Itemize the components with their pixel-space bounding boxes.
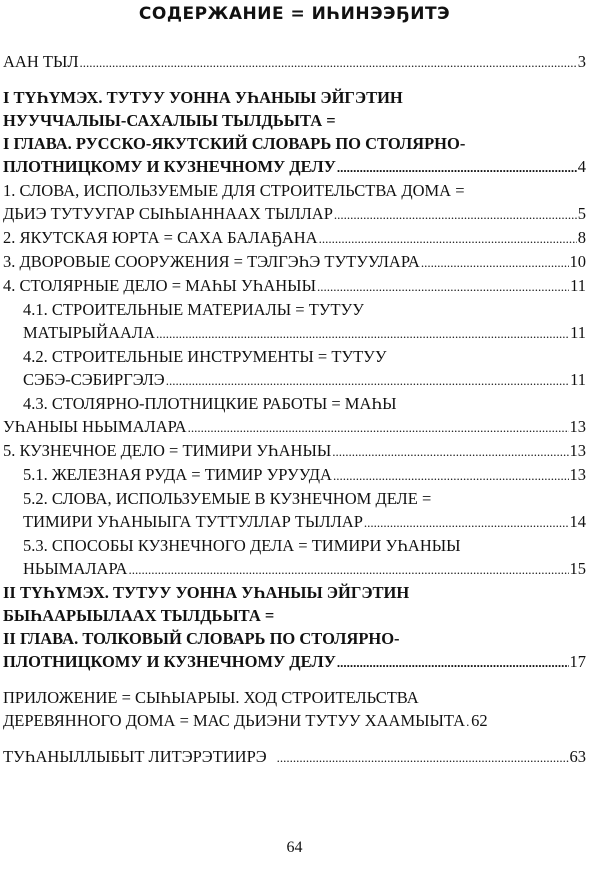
- toc-entry-text: СЭБЭ-СЭБИРГЭЛЭ: [23, 370, 165, 389]
- toc-page-number: 10: [569, 252, 586, 271]
- toc-subentry[interactable]: [3, 487, 586, 510]
- toc-page-number: 5: [577, 204, 586, 223]
- toc-subentry[interactable]: [3, 345, 586, 368]
- toc-part-heading: [3, 132, 586, 155]
- toc-part-heading: [3, 86, 586, 109]
- toc-entry-text: ДЕРЕВЯННОГО ДОМА = МАС ДЬИЭНИ ТУТУУ ХААМЫЫТА: [3, 711, 466, 730]
- toc-page-number: 63: [569, 747, 586, 766]
- toc-page-number: 62: [471, 711, 488, 730]
- dot-leader: [156, 321, 569, 345]
- toc-entry[interactable]: [3, 202, 586, 226]
- dot-leader: [166, 368, 569, 392]
- toc-entry[interactable]: [3, 745, 586, 769]
- dot-leader: [337, 650, 569, 674]
- dot-leader: [319, 226, 577, 250]
- dot-leader: [128, 557, 568, 581]
- dot-leader: [277, 745, 569, 769]
- toc-entry-text: ПЛОТНИЦКОМУ И КУЗНЕЧНОМУ ДЕЛУ: [3, 157, 336, 176]
- toc-entry-text: 1. СЛОВА, ИСПОЛЬЗУЕМЫЕ ДЛЯ СТРОИТЕЛЬСТВА ДОМА =: [3, 181, 465, 200]
- toc-entry-text: ПРИЛОЖЕНИЕ = СЫҺЫАРЫЫ. ХОД СТРОИТЕЛЬСТВА: [3, 688, 419, 707]
- toc-page-number: 11: [570, 276, 586, 295]
- toc-entry-text: 5.3. СПОСОБЫ КУЗНЕЧНОГО ДЕЛА = ТИМИРИ УҺАНЫЫ: [23, 536, 461, 555]
- toc-entry[interactable]: [3, 179, 586, 202]
- toc-page-number: 15: [569, 559, 586, 578]
- toc-part-heading: [3, 581, 586, 604]
- toc-part-heading: [3, 627, 586, 650]
- toc-entry-text: МАТЫРЫЙААЛА: [23, 323, 156, 342]
- toc-entry-text: ТИМИРИ УҺАНЫЫГА ТУТТУЛЛАР ТЫЛЛАР: [23, 512, 363, 531]
- dot-leader: [364, 510, 569, 534]
- page-number: 64: [286, 839, 303, 856]
- dot-leader: [332, 439, 568, 463]
- dot-leader: [80, 50, 577, 74]
- toc-entry-text: I ТҮҺҮМЭХ. ТУТУУ УОННА УҺАНЫЫ ЭЙГЭТИН: [3, 88, 403, 107]
- toc-entry-text: 5. КУЗНЕЧНОЕ ДЕЛО = ТИМИРИ УҺАНЫЫ: [3, 441, 332, 460]
- toc-entry[interactable]: [3, 274, 586, 298]
- toc-subentry[interactable]: [3, 368, 586, 392]
- toc-entry[interactable]: [3, 155, 586, 179]
- toc-entry-text: ПЛОТНИЦКОМУ И КУЗНЕЧНОМУ ДЕЛУ: [3, 652, 336, 671]
- toc-entry-text: БЫҺААРЫЫЛААХ ТЫЛДЬЫТА =: [3, 606, 275, 625]
- page-title: СОДЕРЖАНИЕ = ИҺИНЭЭҔИТЭ: [138, 4, 451, 24]
- toc-page-number: 4: [577, 157, 586, 176]
- toc-entry-text: 4. СТОЛЯРНЫЕ ДЕЛО = МАҺЫ УҺАНЫЫ: [3, 276, 316, 295]
- toc-entry[interactable]: [3, 650, 586, 674]
- toc-subentry[interactable]: [3, 415, 586, 439]
- toc-entry[interactable]: [3, 439, 586, 463]
- toc-entry-text: 4.2. СТРОИТЕЛЬНЫЕ ИНСТРУМЕНТЫ = ТУТУУ: [23, 347, 387, 366]
- toc-page-number: 13: [569, 465, 586, 484]
- toc-entry-text: УҺАНЫЫ НЬЫМАЛАРА: [3, 417, 187, 436]
- toc-entry-text: 5.2. СЛОВА, ИСПОЛЬЗУЕМЫЕ В КУЗНЕЧНОМ ДЕЛЕ =: [23, 489, 432, 508]
- toc-subentry[interactable]: [3, 321, 586, 345]
- toc-entry-text: 3. ДВОРОВЫЕ СООРУЖЕНИЯ = ТЭЛГЭҺЭ ТУТУУЛАРА: [3, 252, 420, 271]
- dot-leader: [337, 155, 577, 179]
- toc-subentry[interactable]: [3, 463, 586, 487]
- toc-entry-text: 4.3. СТОЛЯРНО-ПЛОТНИЦКИЕ РАБОТЫ = МАҺЫ: [23, 394, 397, 413]
- toc-subentry[interactable]: [3, 392, 586, 415]
- toc-entry-text: 5.1. ЖЕЛЕЗНАЯ РУДА = ТИМИР УРУУДА: [23, 465, 332, 484]
- dot-leader: [334, 202, 577, 226]
- dot-leader: [317, 274, 569, 298]
- toc-entry-text: НЬЫМАЛАРА: [23, 559, 128, 578]
- toc-page-number: 14: [569, 512, 586, 531]
- toc-subentry[interactable]: [3, 557, 586, 581]
- toc-page-number: 3: [577, 52, 586, 71]
- toc-entry-text: 4.1. СТРОИТЕЛЬНЫЕ МАТЕРИАЛЫ = ТУТУУ: [23, 300, 364, 319]
- toc-entry[interactable]: [3, 250, 586, 274]
- toc-page-number: 11: [570, 370, 586, 389]
- toc-entry-text: ААН ТЫЛ: [3, 52, 79, 71]
- toc-page-number: 13: [569, 417, 586, 436]
- toc-entry[interactable]: [3, 709, 586, 733]
- toc-page-number: 8: [577, 228, 586, 247]
- dot-leader: [333, 463, 569, 487]
- toc-entry-text: II ГЛАВА. ТОЛКОВЫЙ СЛОВАРЬ ПО СТОЛЯРНО-: [3, 629, 400, 648]
- dot-leader: [421, 250, 569, 274]
- dot-leader: [466, 709, 470, 733]
- toc-entry-text: ТУҺАНЫЛЛЫБЫТ ЛИТЭРЭТИИРЭ: [3, 747, 267, 766]
- toc-page-number: 11: [570, 323, 586, 342]
- toc-entry-text: НУУЧЧАЛЫЫ-САХАЛЫЫ ТЫЛДЬЫТА =: [3, 111, 336, 130]
- toc-entry-text: 2. ЯКУТСКАЯ ЮРТА = САХА БАЛАҔАНА: [3, 228, 318, 247]
- toc-part-heading: [3, 109, 586, 132]
- toc-entry[interactable]: [3, 686, 586, 709]
- toc-entry[interactable]: [3, 50, 586, 74]
- toc-subentry[interactable]: [3, 298, 586, 321]
- toc-page-number: 13: [569, 441, 586, 460]
- toc-entry-text: ДЬИЭ ТУТУУГАР СЫҺЫАННААХ ТЫЛЛАР: [3, 204, 333, 223]
- toc-part-heading: [3, 604, 586, 627]
- dot-leader: [188, 415, 569, 439]
- toc-subentry[interactable]: [3, 510, 586, 534]
- toc-subentry[interactable]: [3, 534, 586, 557]
- toc-entry[interactable]: [3, 226, 586, 250]
- toc-entry-text: I ГЛАВА. РУССКО-ЯКУТСКИЙ СЛОВАРЬ ПО СТОЛЯРНО-: [3, 134, 466, 153]
- toc-entry-text: II ТҮҺҮМЭХ. ТУТУУ УОННА УҺАНЫЫ ЭЙГЭТИН: [3, 583, 410, 602]
- toc-page-number: 17: [569, 652, 586, 671]
- table-of-contents: [3, 50, 586, 769]
